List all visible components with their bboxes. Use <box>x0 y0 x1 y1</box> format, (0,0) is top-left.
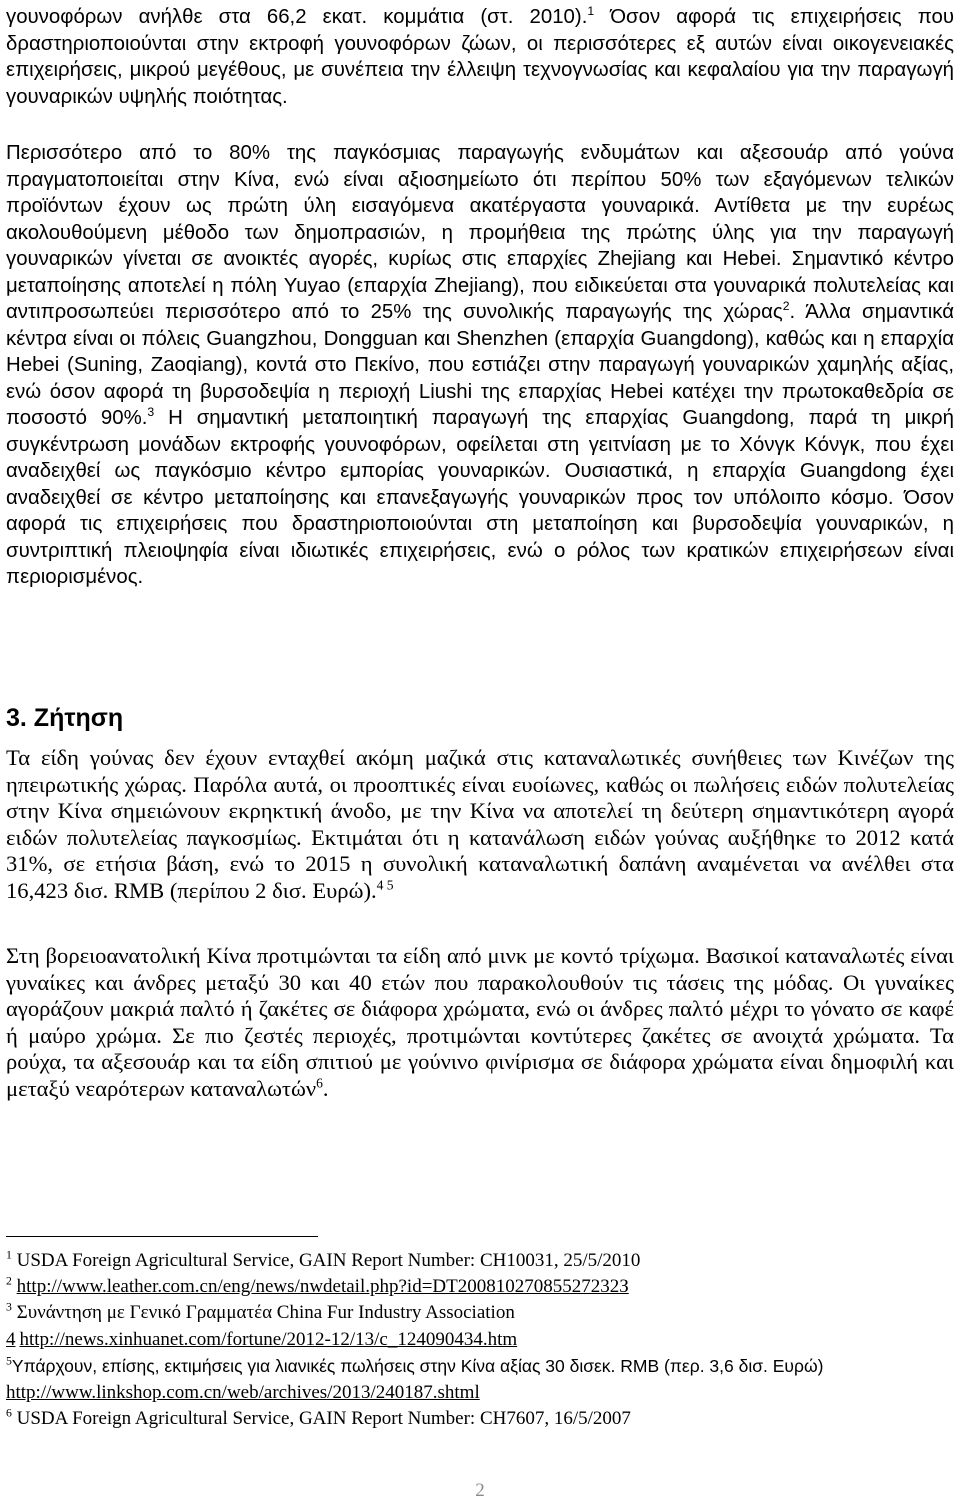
footnote-5 <box>6 1353 954 1380</box>
footnote-1 <box>6 1248 954 1274</box>
footnote-number: 3 <box>6 1301 12 1315</box>
footnote-ref-3[interactable]: 3 <box>147 405 155 420</box>
footnote-number: 2 <box>6 1274 12 1288</box>
page-number: 2 <box>475 1480 485 1501</box>
footnote-text: Υπάρχουν, επίσης, εκτιμήσεις για λιανικές πωλήσεις στην Κίνα αξίας 30 δισεκ. RMB (περ. 3,6 δισ. Ευρώ) <box>11 1355 824 1376</box>
footnote-number: 1 <box>6 1248 12 1262</box>
paragraph-text: Στη βορειοανατολική Κίνα προτιμώνται τα είδη από μινκ με κοντό τρίχωμα. Βασικοί καταναλωτές είναι γυναίκες και άνδρες μεταξύ 30 και 40 ετών που παρακολουθούν τις τάσεις της μόδας. Οι γυναίκες αγοράζουν μακριά παλτό ή ζακέτες σε διάφορα χρώματα, ενώ οι άνδρες παλτό μέχρι το γόνατο σε καφέ ή μαύρο χρώμα. Σε πιο ζεστές περιοχές, προτιμώνται κοντύτερες ζακέτες σε ανοιχτά χρώματα. Τα ρούχα, τα αξεσουάρ και τα είδη σπιτιού με γούνινο φινίρισμα σε διάφορα χρώματα είναι δημοφιλή και μεταξύ νεαρότερων καταναλωτών <box>6 943 954 1101</box>
footnote-5-link <box>6 1380 954 1406</box>
paragraph-text: Η σημαντική μεταποιητική παραγωγή της επαρχίας Guangdong, παρά τη μικρή συγκέντρωση μονάδων εκτροφής γουνοφόρων, οφείλεται στη γειτνίαση με το Χόνγκ Κόνγκ, που έχει αναδειχθεί ως παγκόσμιο κέντρο εμπορίας γουναρικών. Ουσιαστικά, η επαρχία Guangdong έχει αναδειχθεί σε κέντρο μεταποίησης και επανεξαγωγής γουναρικών προς τον υπόλοιπο κόσμο. Όσον αφορά τις επιχειρήσεις που δραστηριοποιούνται στη μεταποίηση και βυρσοδεψία γουναρικών, η συντριπτική πλειοψηφία είναι ιδιωτικές επιχειρήσεις, ενώ ο ρόλος των κρατικών επιχειρήσεων είναι περιορισμένος. <box>6 407 954 588</box>
paragraph-text: Όσον αφορά τις επιχειρήσεις που δραστηριοποιούνται στην εκτροφή γουνοφόρων ζώων, οι περισσότερες εξ αυτών είναι οικογενειακές επιχειρήσεις, μικρού μεγέθους, με συνέπεια την έλλειψη τεχνογνωσίας και κεφαλαίου για την παραγωγή γουναρικών υψηλής ποιότητας. <box>6 6 954 108</box>
footnote-4 <box>6 1327 954 1353</box>
footnote-ref-6[interactable]: 6 <box>316 1074 323 1090</box>
paragraph-northeast-china <box>6 943 954 1102</box>
footnote-3 <box>6 1300 954 1326</box>
footnote-number: 5 <box>6 1354 12 1368</box>
paragraph-demand <box>6 745 954 904</box>
footnote-ref-4-5[interactable]: 4 5 <box>376 876 394 892</box>
footnote-link[interactable]: http://www.linkshop.com.cn/web/archives/2013/240187.shtml <box>6 1382 480 1404</box>
footnote-text: Συνάντηση με Γενικό Γραμματέα China Fur Industry Association <box>11 1302 515 1324</box>
footnote-ref-2[interactable]: 2 <box>782 299 790 314</box>
footnote-number: 4 <box>6 1328 16 1350</box>
footnote-link-text: http://news.xinhuanet.com/fortune/2012-12/13/c_124090434.htm <box>19 1328 518 1350</box>
paragraph-text: Περισσότερο από το 80% της παγκόσμιας παραγωγής ενδυμάτων και αξεσουάρ από γούνα πραγματοποιείται στην Κίνα, ενώ είναι αξιοσημείωτο ότι περίπου 50% των εξαγόμενων τελικών προϊόντων έχουν ως πρώτη ύλη εισαγόμενα ακατέργαστα γουναρικά. Αντίθετα με την ευρέως ακολουθούμενη μέθοδο των δημοπρασιών, η προμήθεια της πρώτης ύλης για την παραγωγή γουναρικών γίνεται σε ανοικτές αγορές, κυρίως στις επαρχίες Zhejiang και Hebei. Σημαντικό κέντρο μεταποίησης αποτελεί η πόλη Yuyao (επαρχία Zhejiang), που ειδικεύεται στα γουναρικά πολυτελείας και αντιπροσωπεύει περισσότερο από το 25% της συνολικής παραγωγής της χώρας <box>6 142 954 323</box>
paragraph-text: Τα είδη γούνας δεν έχουν ενταχθεί ακόμη μαζικά στις καταναλωτικές συνήθειες των Κινέζων της ηπειρωτικής χώρας. Παρόλα αυτά, οι προοπτικές είναι ευοίωνες, καθώς οι πωλήσεις ειδών πολυτελείας στην Κίνα σημειώνουν εκρηκτική άνοδο, με την Κίνα να αποτελεί τη δεύτερη σημαντικότερη αγορά ειδών πολυτελείας παγκοσμίως. Εκτιμάται ότι η κατανάλωση ειδών γούνας αυξήθηκε το 2012 κατά 31%, σε ετήσια βάση, ενώ το 2015 η συνολική καταναλωτική δαπάνη αναμένεται να ανέλθει στα 16,423 δισ. RMB (περίπου 2 δισ. Ευρώ). <box>6 745 954 903</box>
paragraph-fur-enterprises <box>6 4 954 110</box>
footnote-2 <box>6 1274 954 1300</box>
paragraph-production-china <box>6 140 954 591</box>
footnote-link[interactable]: http://www.leather.com.cn/eng/news/nwdetail.php?id=DT20081027085527232З <box>16 1276 629 1298</box>
footnote-text: USDA Foreign Agricultural Service, GAIN Report Number: CH10031, 25/5/2010 <box>11 1250 641 1271</box>
footnote-link[interactable] <box>6 1329 517 1350</box>
footnotes-list <box>6 1248 954 1432</box>
paragraph-text: . <box>322 1075 329 1101</box>
footnote-text: USDA Foreign Agricultural Service, GAIN Report Number: CH7607, 16/5/2007 <box>11 1408 631 1430</box>
footnote-separator <box>6 1236 318 1237</box>
paragraph-text: γουνοφόρων ανήλθε στα 66,2 εκατ. κομμάτια (στ. 2010). <box>6 6 588 28</box>
section-heading-demand: 3. Ζήτηση <box>6 704 124 732</box>
footnote-6 <box>6 1406 954 1432</box>
footnote-ref-1[interactable]: 1 <box>587 4 595 19</box>
footnote-number: 6 <box>6 1406 12 1420</box>
paragraph-text: . Άλλα σημαντικά κέντρα είναι οι πόλεις Guangzhou, Dongguan και Shenzhen (επαρχία Guangdong), καθώς και η επαρχία Hebei (Suning, Zaoqiang), κοντά στο Πεκίνο, που εστιάζει στην παραγωγή γουναρικών χαμηλής αξίας, ενώ όσον αφορά τη βυρσοδεψία η περιοχή Liushi της επαρχίας Hebei κατέχει την πρωτοκαθεδρία σε ποσοστό 90%. <box>6 301 955 429</box>
